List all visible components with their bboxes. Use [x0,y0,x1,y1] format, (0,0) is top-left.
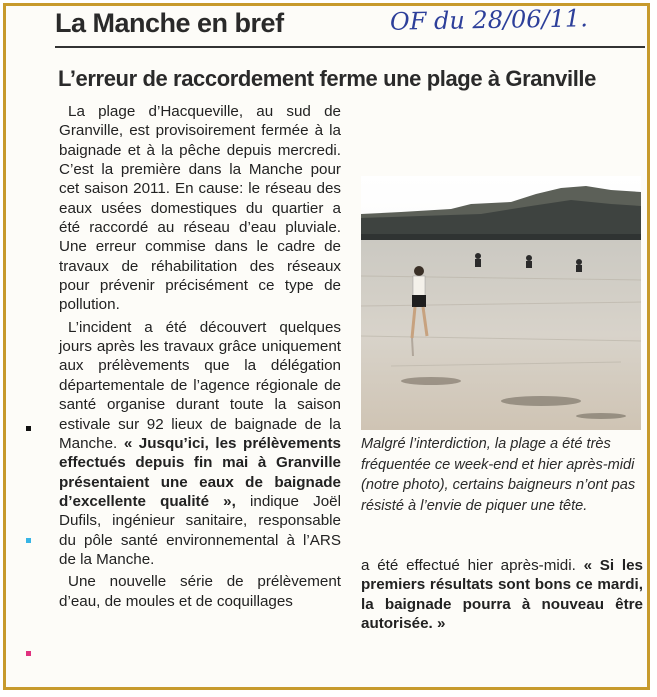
beach-photo [361,176,641,430]
print-registration-mark-cyan [26,538,31,543]
paragraph-3: Une nouvelle série de prélèvement d’eau, de moules et de coquillages [59,573,341,610]
paragraph-1: La plage d’Hacqueville, au sud de Granville, est provisoirement fermée à la baignade et à la pêche depuis mercredi. C’est la première dans la Manche pour cet saison 2011. En cause: le réseau des eaux usées domestiques du quartier a été raccordé au réseau d’eau pluviale. Une erreur commise dans le cadre de travaux de réhabilitation des réseaux pour prévenir précisément ce type de pollution. [59,103,341,314]
article-column-left [59,102,341,611]
beach-photo-illustration [361,176,641,430]
print-registration-mark-magenta [26,651,31,656]
paragraph-2-start: L’incident a été découvert quelques jours après les travaux grâce uniquement aux prélèvements que la délégation départementale de l’agence régionale de santé organise durant toute la saison estivale sur 92 lieux de baignade de la Manche. [59,318,341,452]
section-title: La Manche en bref [55,8,284,38]
quote-ars: « Jusqu’ici, les prélèvements effectués depuis fin mai à Granville présentaient une eaux de baignade d’excellente qualité », [59,434,341,510]
continued-text: a été effectué hier après-midi. [361,557,576,574]
photo-caption: Malgré l’interdiction, la plage a été très fréquentée ce week-end et hier après-midi (notre photo), certains baigneurs n’ont pas résisté à l’envie de piquer une tête. [361,436,636,514]
article-column-right [361,556,643,633]
paragraph-2 [59,318,341,569]
print-registration-mark-black [26,426,31,431]
title-divider [55,46,645,48]
quote-reopening: « Si les premiers résultats sont bons ce mardi, la baignade pourra à nouveau être autorisée. » [361,557,643,633]
article-headline: L’erreur de raccordement ferme une plage à Granville [58,66,596,91]
handwritten-date-note: OF du 28/06/11. [389,4,589,36]
paragraph-continued [361,556,643,633]
paragraph-2-end: indique Joël Dufils, ingénieur sanitaire, responsable du pôle santé environnemental à l’ARS de la Manche. [59,492,342,568]
